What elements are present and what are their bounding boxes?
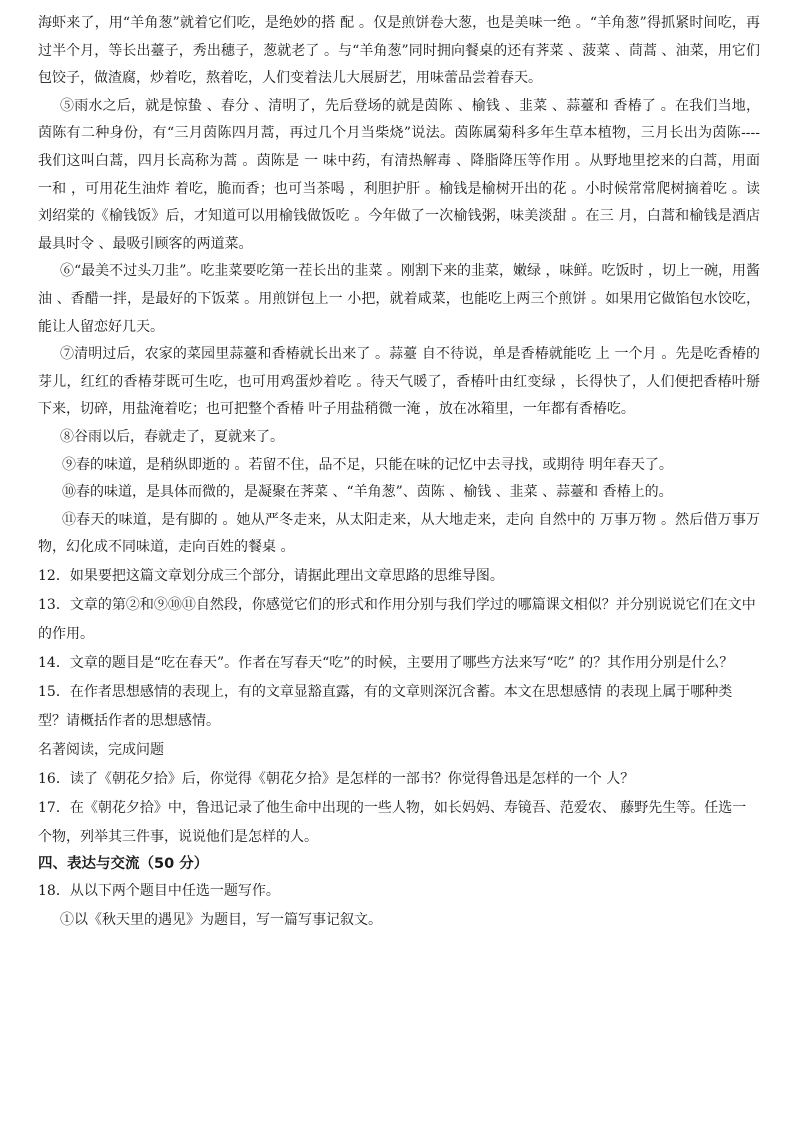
question-16: 16．读了《朝花夕拾》后，你觉得《朝花夕拾》是怎样的一部书？你觉得鲁迅是怎样的一个 人？ <box>38 770 635 787</box>
question-15: 15．在作者思想感情的表现上，有的文章显豁直露，有的文章则深沉含蓄。本文在思想感情 的表现上属于哪种类型？请概括作者的思想感情。 <box>38 683 733 729</box>
question-14: 14．文章的题目是“吃在春天”。作者在写春天“吃”的时候，主要用了哪些方法来写“吃” 的？其作用分别是什么？ <box>38 654 734 671</box>
reading-section-title: 名著阅读，完成问题 <box>38 741 164 758</box>
question-18: 18．从以下两个题目中任选一题写作。 <box>38 882 280 899</box>
question-13: 13．文章的第②和⑨⑩⑪自然段，你感觉它们的形式和作用分别与我们学过的哪篇课文相似？并分别说说它们在文中的作用。 <box>38 596 756 642</box>
passage-paragraph-7: ⑦清明过后，农家的菜园里蒜薹和香椿就长出来了 。蒜薹 自不待说，单是香椿就能吃 上 一个月 。先是吃香椿的芽儿，红红的香椿芽既可生吃，也可用鸡蛋炒着吃 。待天气暖了，香椿叶由红变绿 ，长得快了，人们便把香椿叶掰下来，切碎，用盐淹着吃；也可把整个香椿 叶子用盐稍微一淹 ，放在冰箱里，一年都有香椿吃。 <box>38 346 760 418</box>
passage-paragraph-4-continued: 海虾来了，用“羊角葱”就着它们吃，是绝妙的搭 配 。仅是煎饼卷大葱，也是美味一绝 。“羊角葱”得抓紧时间吃，再过半个月，等长出薹子，秀出穗子，葱就老了 。与“羊角葱”同时拥向餐桌的还有荠菜 、菠菜 、茼蒿 、油菜，用它们 包饺子，做渣腐，炒着吃，熬着吃，人们变着法儿大展厨艺，用味蕾品尝着春天。 <box>38 15 760 87</box>
question-17: 17．在《朝花夕拾》中，鲁迅记录了他生命中出现的一些人物，如长妈妈、寿镜吾、范爱农、 藤野先生等。任选一个物，列举其三件事，说说他们是怎样的人。 <box>38 799 747 845</box>
question-18-option-1: ①以《秋天里的遇见》为题目，写一篇写事记叙文。 <box>60 911 382 928</box>
section-4-heading: 四、表达与交流（50 分） <box>38 855 209 872</box>
passage-paragraph-5: ⑤雨水之后，就是惊蛰 、春分 、清明了，先后登场的就是茵陈 、榆钱 、韭菜 、蒜薹和 香椿了 。在我们当地，茵陈有二种身份，有“三月茵陈四月蒿，再过几个月当柴烧”说法。茵陈属菊科多年生草本植物，三月长出为茵陈---- 我们这叫白蒿，四月长高称为蒿 。茵陈是 一 味中药，有清热解毒 、降脂降压等作用 。从野地里挖来的白蒿，用面一和 ，可用花生油炸 着吃，脆而香；也可当茶喝 ，利胆护肝 。榆钱是榆树开出的花 。小时候常常爬树摘着吃 。读 刘绍棠的《榆钱饭》后，才知道可以用榆钱做饭吃 。今年做了一次榆钱粥，味美淡甜 。在三 月，白蒿和榆钱是酒店最具时令 、最吸引顾客的两道菜。 <box>38 97 760 252</box>
passage-paragraph-8: ⑧谷雨以后，春就走了，夏就来了。 <box>60 428 284 445</box>
passage-paragraph-10: ⑩春的味道，是具体而微的，是凝聚在荠菜 、“羊角葱”、茵陈 、榆钱 、韭菜 、蒜薹和 香椿上的。 <box>62 484 673 501</box>
passage-paragraph-11: ⑪春天的味道，是有脚的 。她从严冬走来，从太阳走来，从大地走来，走向 自然中的 万事万物 。然后借万事万物，幻化成不同味道，走向百姓的餐桌 。 <box>38 511 760 556</box>
question-12: 12．如果要把这篇文章划分成三个部分，请据此理出文章思路的思维导图。 <box>38 567 504 584</box>
passage-paragraph-9: ⑨春的味道，是稍纵即逝的 。若留不住，品不足，只能在味的记忆中去寻找，或期待 明年春天了。 <box>62 456 673 473</box>
passage-paragraph-6: ⑥“最美不过头刀韭”。吃韭菜要吃第一茬长出的韭菜 。刚割下来的韭菜，嫩绿 ，味鲜。吃饭时 ，切上一碗，用酱油 、香醋一拌，是最好的下饭菜 。用煎饼包上一 小把，就着咸菜，也能吃上两三个煎饼 。如果用它做馅包水饺吃，能让人留恋好几天。 <box>38 263 760 335</box>
